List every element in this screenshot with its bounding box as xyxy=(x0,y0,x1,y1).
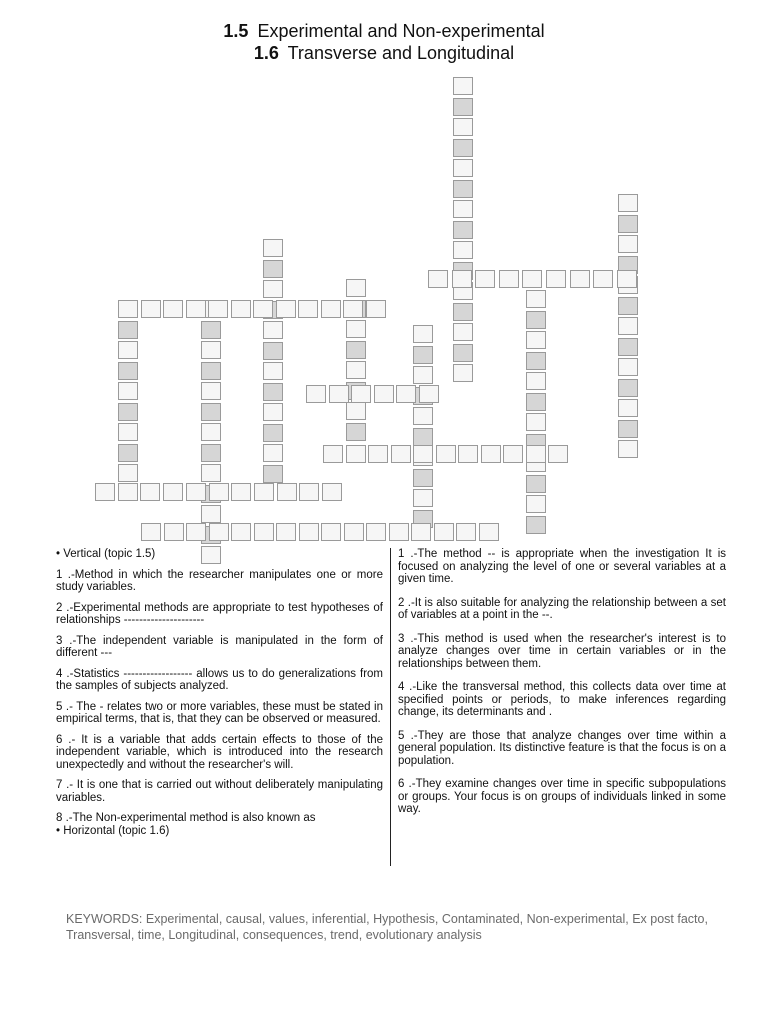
crossword-cell[interactable] xyxy=(163,483,183,501)
crossword-cell[interactable] xyxy=(481,445,501,463)
crossword-cell[interactable] xyxy=(453,241,473,259)
crossword-cell[interactable] xyxy=(208,300,228,318)
crossword-cell[interactable] xyxy=(254,523,274,541)
crossword-cell[interactable] xyxy=(231,483,251,501)
crossword-cell[interactable] xyxy=(458,445,478,463)
crossword-cell[interactable] xyxy=(526,331,546,349)
crossword-cell[interactable] xyxy=(118,362,138,380)
crossword-cell[interactable] xyxy=(343,300,363,318)
crossword-cell[interactable] xyxy=(263,280,283,298)
crossword-cell[interactable] xyxy=(263,383,283,401)
crossword-cell[interactable] xyxy=(321,523,341,541)
crossword-cell[interactable] xyxy=(201,321,221,339)
crossword-cell[interactable] xyxy=(346,445,366,463)
crossword-cell[interactable] xyxy=(209,523,229,541)
clue-vertical-4: 4 .-Statistics ------------------ allows us to do generalizations from the samples of subjects analyzed. xyxy=(56,667,383,692)
crossword-cell[interactable] xyxy=(95,483,115,501)
section-title-1-5: Experimental and Non-experimental xyxy=(257,21,545,41)
crossword-cell[interactable] xyxy=(118,300,138,318)
crossword-cell[interactable] xyxy=(526,372,546,390)
crossword-cell[interactable] xyxy=(453,139,473,157)
crossword-cell[interactable] xyxy=(618,297,638,315)
crossword-cell[interactable] xyxy=(277,483,297,501)
clue-horizontal-1: 1 .-The method -- is appropriate when the investigation It is focused on analyzing the level of one or several variables at a given time. xyxy=(398,548,726,585)
crossword-cell[interactable] xyxy=(453,118,473,136)
crossword-cell[interactable] xyxy=(141,523,161,541)
crossword-cell[interactable] xyxy=(453,180,473,198)
crossword-cell[interactable] xyxy=(526,413,546,431)
crossword-cell[interactable] xyxy=(452,270,472,288)
crossword-cell[interactable] xyxy=(231,300,251,318)
section-title-1-6: Transverse and Longitudinal xyxy=(287,43,515,63)
clue-vertical-3: 3 .-The independent variable is manipulated in the form of different --- xyxy=(56,634,383,659)
crossword-cell[interactable] xyxy=(276,523,296,541)
crossword-cell[interactable] xyxy=(201,362,221,380)
crossword-cell[interactable] xyxy=(453,77,473,95)
clue-heading-vertical: • Vertical (topic 1.5) xyxy=(56,548,156,560)
crossword-cell[interactable] xyxy=(526,393,546,411)
crossword-cell[interactable] xyxy=(391,445,411,463)
clue-horizontal-6: 6 .-They examine changes over time in specific subpopulations or groups. Your focus is on groups of individuals linked in some way. xyxy=(398,778,726,815)
crossword-cell[interactable] xyxy=(118,341,138,359)
crossword-cell[interactable] xyxy=(618,440,638,458)
crossword-cell[interactable] xyxy=(413,346,433,364)
crossword-cell[interactable] xyxy=(499,270,519,288)
crossword-cell[interactable] xyxy=(419,385,439,403)
crossword-cell[interactable] xyxy=(618,420,638,438)
crossword-cell[interactable] xyxy=(323,445,343,463)
clue-vertical-5: 5 .- The - relates two or more variables, these must be stated in empirical terms, that is, that they can be observed or measured. xyxy=(56,700,383,725)
crossword-cell[interactable] xyxy=(503,445,523,463)
crossword-cell[interactable] xyxy=(389,523,409,541)
crossword-cell[interactable] xyxy=(263,465,283,483)
crossword-cell[interactable] xyxy=(263,321,283,339)
clue-vertical-8: 8 .-The Non-experimental method is also known as xyxy=(56,812,316,824)
crossword-cell[interactable] xyxy=(322,483,342,501)
crossword-cell[interactable] xyxy=(344,523,364,541)
crossword-cell[interactable] xyxy=(618,399,638,417)
crossword-cell[interactable] xyxy=(346,402,366,420)
crossword-cell[interactable] xyxy=(263,424,283,442)
crossword-cell[interactable] xyxy=(570,270,590,288)
crossword-cell[interactable] xyxy=(253,300,273,318)
crossword-cell[interactable] xyxy=(526,311,546,329)
crossword-cell[interactable] xyxy=(522,270,542,288)
crossword-cell[interactable] xyxy=(618,338,638,356)
crossword-cell[interactable] xyxy=(351,385,371,403)
crossword-cell[interactable] xyxy=(209,483,229,501)
crossword-cell[interactable] xyxy=(346,279,366,297)
vertical-clues-column xyxy=(56,548,383,845)
section-number-1-5: 1.5 xyxy=(223,21,249,41)
crossword-cell[interactable] xyxy=(618,235,638,253)
crossword-cell[interactable] xyxy=(453,364,473,382)
clue-vertical-2: 2 .-Experimental methods are appropriate to test hypotheses of relationships --------------------- xyxy=(56,601,383,626)
crossword-cell[interactable] xyxy=(346,423,366,441)
crossword-cell[interactable] xyxy=(186,523,206,541)
keywords-list: KEYWORDS: Experimental, causal, values, inferential, Hypothesis, Contaminated, Non-experimental, Ex post facto, Transversal, time, Longitudinal, consequences, trend, evolutionary analysis xyxy=(66,912,708,942)
crossword-cell[interactable] xyxy=(201,403,221,421)
crossword-cell[interactable] xyxy=(201,423,221,441)
crossword-cell[interactable] xyxy=(118,464,138,482)
crossword-cell[interactable] xyxy=(118,403,138,421)
crossword-cell[interactable] xyxy=(413,489,433,507)
crossword-cell[interactable] xyxy=(299,483,319,501)
crossword-cell[interactable] xyxy=(306,385,326,403)
crossword-cell[interactable] xyxy=(346,320,366,338)
crossword-cell[interactable] xyxy=(526,352,546,370)
crossword-cell[interactable] xyxy=(298,300,318,318)
crossword-cell[interactable] xyxy=(329,385,349,403)
crossword-cell[interactable] xyxy=(366,523,386,541)
crossword-cell[interactable] xyxy=(263,362,283,380)
crossword-cell[interactable] xyxy=(164,523,184,541)
crossword-cell[interactable] xyxy=(201,444,221,462)
crossword-cell[interactable] xyxy=(456,523,476,541)
crossword-cell[interactable] xyxy=(254,483,274,501)
crossword-cell[interactable] xyxy=(321,300,341,318)
crossword-cell[interactable] xyxy=(346,361,366,379)
crossword-cell[interactable] xyxy=(411,523,431,541)
crossword-cell[interactable] xyxy=(201,464,221,482)
crossword-cell[interactable] xyxy=(436,445,456,463)
crossword-cell[interactable] xyxy=(548,445,568,463)
crossword-cell[interactable] xyxy=(413,325,433,343)
crossword-cell[interactable] xyxy=(617,270,637,288)
clue-horizontal-5: 5 .-They are those that analyze changes over time within a general population. Its distinctive feature is that the focus is on a population. xyxy=(398,729,726,767)
crossword-cell[interactable] xyxy=(479,523,499,541)
crossword-cell[interactable] xyxy=(618,317,638,335)
crossword-cell[interactable] xyxy=(140,483,160,501)
crossword-cell[interactable] xyxy=(475,270,495,288)
crossword-cell[interactable] xyxy=(201,341,221,359)
crossword-cell[interactable] xyxy=(618,215,638,233)
clue-vertical-6: 6 .- It is a variable that adds certain effects to those of the independent variable, which is introduced into the research unexpectedly and without the researcher's will. xyxy=(56,733,383,771)
clue-vertical-7: 7 .- It is one that is carried out without deliberately manipulating variables. xyxy=(56,779,383,804)
crossword-cell[interactable] xyxy=(453,159,473,177)
crossword-cell[interactable] xyxy=(231,523,251,541)
clue-horizontal-3: 3 .-This method is used when the researcher's interest is to analyze changes over time in certain variables or in the relationships between them. xyxy=(398,632,726,670)
crossword-cell[interactable] xyxy=(346,341,366,359)
crossword-cell[interactable] xyxy=(618,194,638,212)
crossword-cell[interactable] xyxy=(366,300,386,318)
crossword-cell[interactable] xyxy=(368,445,388,463)
clue-horizontal-4: 4 .-Like the transversal method, this collects data over time at specified points or periods, to make inferences regarding change, its determinants and . xyxy=(398,681,726,718)
crossword-cell[interactable] xyxy=(526,475,546,493)
crossword-cell[interactable] xyxy=(413,407,433,425)
crossword-cell[interactable] xyxy=(413,469,433,487)
crossword-cell[interactable] xyxy=(118,382,138,400)
crossword-cell[interactable] xyxy=(593,270,613,288)
crossword-cell[interactable] xyxy=(413,428,433,446)
crossword-cell[interactable] xyxy=(453,323,473,341)
crossword-cell[interactable] xyxy=(263,444,283,462)
crossword-cell[interactable] xyxy=(163,300,183,318)
crossword-cell[interactable] xyxy=(118,321,138,339)
crossword-cell[interactable] xyxy=(453,98,473,116)
crossword-cell[interactable] xyxy=(453,344,473,362)
crossword-cell[interactable] xyxy=(118,423,138,441)
crossword-cell[interactable] xyxy=(201,505,221,523)
crossword-cell[interactable] xyxy=(413,366,433,384)
horizontal-clues-column xyxy=(398,548,726,824)
crossword-cell[interactable] xyxy=(618,379,638,397)
crossword-cell[interactable] xyxy=(526,495,546,513)
crossword-cell[interactable] xyxy=(434,523,454,541)
crossword-cell[interactable] xyxy=(186,300,206,318)
crossword-cell[interactable] xyxy=(618,358,638,376)
crossword-cell[interactable] xyxy=(201,382,221,400)
crossword-cell[interactable] xyxy=(263,342,283,360)
crossword-cell[interactable] xyxy=(141,300,161,318)
crossword-cell[interactable] xyxy=(299,523,319,541)
crossword-cell[interactable] xyxy=(186,483,206,501)
clue-horizontal-2: 2 .-It is also suitable for analyzing the relationship between a set of variables at a point in the --. xyxy=(398,596,726,621)
clue-heading-horizontal: • Horizontal (topic 1.6) xyxy=(56,824,170,837)
clue-vertical-1: 1 .-Method in which the researcher manipulates one or more study variables. xyxy=(56,568,383,593)
crossword-cell[interactable] xyxy=(413,445,433,463)
crossword-cell[interactable] xyxy=(526,445,546,463)
crossword-cell[interactable] xyxy=(526,516,546,534)
section-number-1-6: 1.6 xyxy=(253,43,279,63)
crossword-cell[interactable] xyxy=(453,200,473,218)
crossword-cell[interactable] xyxy=(453,221,473,239)
crossword-cell[interactable] xyxy=(526,290,546,308)
crossword-cell[interactable] xyxy=(276,300,296,318)
crossword-cell[interactable] xyxy=(263,239,283,257)
crossword-cell[interactable] xyxy=(374,385,394,403)
crossword-cell[interactable] xyxy=(428,270,448,288)
crossword-cell[interactable] xyxy=(263,260,283,278)
crossword-cell[interactable] xyxy=(453,303,473,321)
crossword-cell[interactable] xyxy=(118,444,138,462)
crossword-cell[interactable] xyxy=(118,483,138,501)
crossword-cell[interactable] xyxy=(396,385,416,403)
column-divider xyxy=(390,548,391,866)
crossword-cell[interactable] xyxy=(546,270,566,288)
crossword-cell[interactable] xyxy=(263,403,283,421)
